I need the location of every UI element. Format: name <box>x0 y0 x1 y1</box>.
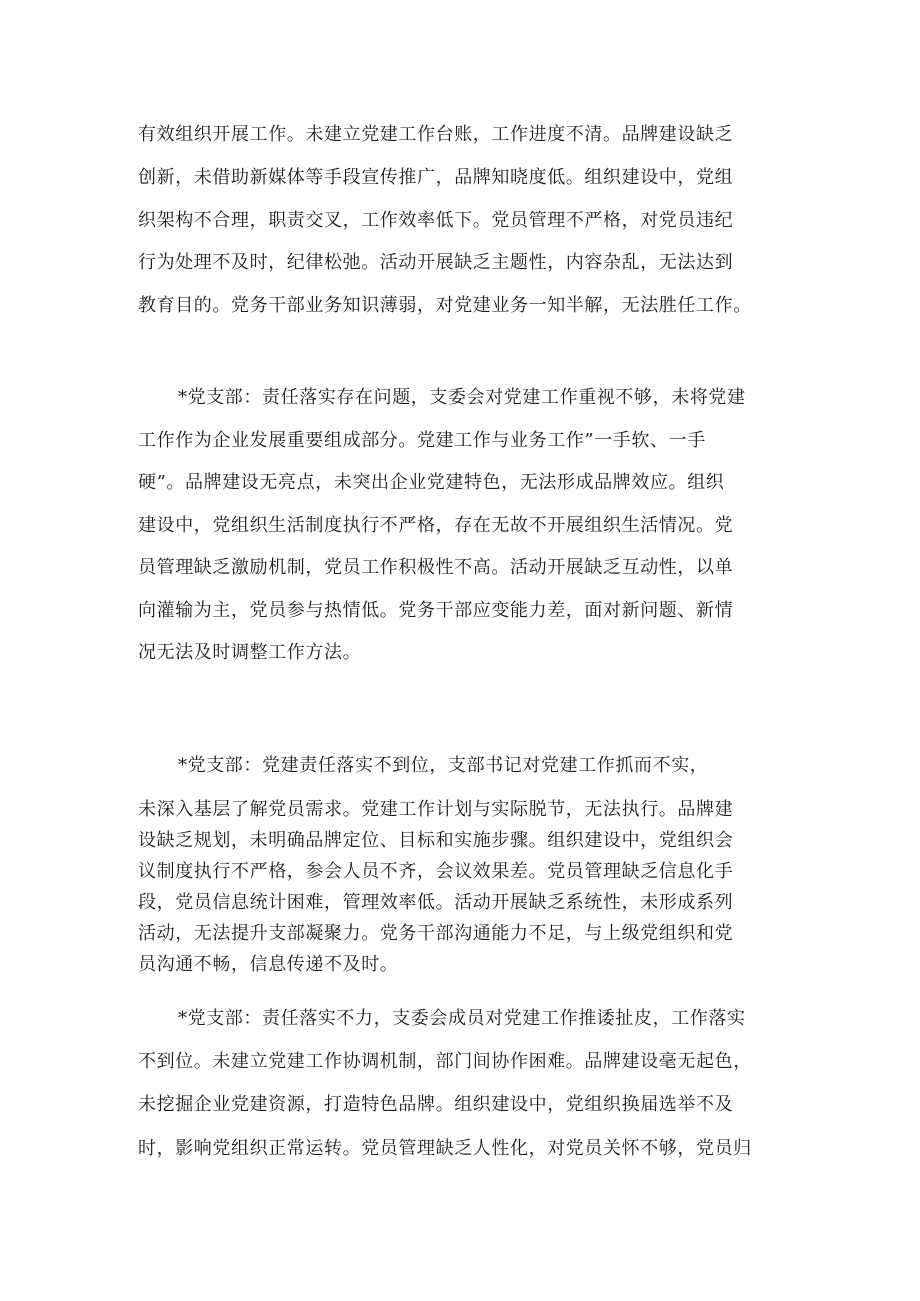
paragraph-line: 活动，无法提升支部凝聚力。党务干部沟通能力不足，与上级党组织和党 <box>138 922 734 944</box>
paragraph-4 <box>138 997 798 1170</box>
paragraph-line: *党支部：责任落实不力，支委会成员对党建工作推诿扯皮，工作落实 <box>178 1008 746 1029</box>
paragraph-2 <box>138 377 798 675</box>
paragraph-line: *党支部：责任落实存在问题，支委会对党建工作重视不够，未将党建 <box>178 387 746 408</box>
paragraph-line: 创新，未借助新媒体等手段宣传推广，品牌知晓度低。组织建设中，党组 <box>138 166 734 188</box>
paragraph-line: 硬”。品牌建设无亮点，未突出企业党建特色，无法形成品牌效应。组织 <box>138 472 725 493</box>
paragraph-line: 未深入基层了解党员需求。党建工作计划与实际脱节，无法执行。品牌建 <box>138 798 734 820</box>
paragraph-3 <box>138 745 798 980</box>
paragraph-line: 织架构不合理，职责交叉，工作效率低下。党员管理不严格，对党员违纪 <box>138 209 734 231</box>
paragraph-line: 段，党员信息统计困难，管理效率低。活动开展缺乏系统性，未形成系列 <box>138 891 734 913</box>
paragraph-line: 设缺乏规划，未明确品牌定位、目标和实施步骤。组织建设中，党组织会 <box>138 829 734 851</box>
paragraph-line: 员管理缺乏激励机制，党员工作积极性不高。活动开展缺乏互动性，以单 <box>138 557 734 578</box>
paragraph-line: 工作作为企业发展重要组成部分。党建工作与业务工作”一手软、一手 <box>138 429 706 451</box>
paragraph-1 <box>138 114 798 328</box>
paragraph-line: 向灌输为主，党员参与热情低。党务干部应变能力差，面对新问题、新情 <box>138 599 734 621</box>
paragraph-line: 未挖掘企业党建资源，打造特色品牌。组织建设中，党组织换届选举不及 <box>138 1094 734 1116</box>
paragraph-line: 建设中，党组织生活制度执行不严格，存在无故不开展组织生活情况。党 <box>138 514 734 536</box>
paragraph-line: *党支部：党建责任落实不到位，支部书记对党建工作抓而不实， <box>178 755 709 776</box>
paragraph-line: 不到位。未建立党建工作协调机制，部门间协作困难。品牌建设毫无起色， <box>138 1051 752 1073</box>
paragraph-line: 有效组织开展工作。未建立党建工作台账，工作进度不清。品牌建设缺乏 <box>138 124 734 145</box>
paragraph-line: 行为处理不及时，纪律松弛。活动开展缺乏主题性，内容杂乱，无法达到 <box>138 252 734 274</box>
paragraph-line: 教育目的。党务干部业务知识薄弱，对党建业务一知半解，无法胜任工作。 <box>138 295 752 317</box>
paragraph-line: 况无法及时调整工作方法。 <box>138 642 362 663</box>
paragraph-line: 议制度执行不严格，参会人员不齐，会议效果差。党员管理缺乏信息化手 <box>138 860 734 882</box>
paragraph-line: 员沟通不畅，信息传递不及时。 <box>138 953 399 975</box>
paragraph-line: 时，影响党组织正常运转。党员管理缺乏人性化，对党员关怀不够，党员归 <box>138 1137 752 1159</box>
